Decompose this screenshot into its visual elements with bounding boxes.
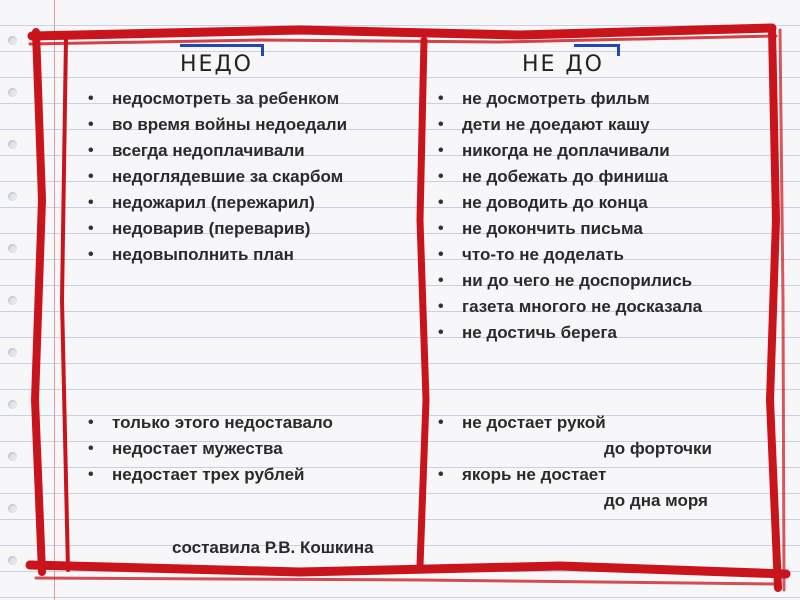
punch-hole xyxy=(8,348,17,357)
punch-hole xyxy=(8,504,17,513)
list-item-continuation: до форточки xyxy=(604,439,712,458)
punch-holes xyxy=(8,0,20,600)
list-item: • газета многого не досказала xyxy=(436,294,702,320)
list-item: • ни до чего не доспорились xyxy=(436,268,702,294)
prefix-mark-right xyxy=(574,44,620,47)
punch-hole xyxy=(8,244,17,253)
heading-ne-do: НЕ ДО xyxy=(522,52,604,77)
list-item: • недостает трех рублей xyxy=(86,462,333,488)
punch-hole xyxy=(8,88,17,97)
list-ne-do-bottom xyxy=(436,410,712,514)
heading-nedo: НЕДО xyxy=(180,52,253,77)
punch-hole xyxy=(8,452,17,461)
punch-hole xyxy=(8,192,17,201)
author-credit: составила Р.В. Кошкина xyxy=(172,538,374,557)
list-item: • якорь не достает xyxy=(436,462,712,488)
list-item-continuation: до дна моря xyxy=(604,491,708,510)
list-ne-do-top xyxy=(436,86,702,346)
prefix-mark-right-tick xyxy=(617,44,620,56)
list-item: • не достает рукой xyxy=(436,410,712,436)
list-item: • дети не доедают кашу xyxy=(436,112,702,138)
punch-hole xyxy=(8,400,17,409)
list-item: • во время войны недоедали xyxy=(86,112,347,138)
list-item: • не доводить до конца xyxy=(436,190,702,216)
list-item: • недоварив (переварив) xyxy=(86,216,347,242)
list-item: • недосмотреть за ребенком xyxy=(86,86,347,112)
list-item: • недовыполнить план xyxy=(86,242,347,268)
prefix-mark-left-tick xyxy=(261,44,264,56)
prefix-mark-left xyxy=(180,44,264,47)
list-item: • не докончить письма xyxy=(436,216,702,242)
list-nedo-top xyxy=(86,86,347,268)
list-item: • что-то не доделать xyxy=(436,242,702,268)
punch-hole xyxy=(8,140,17,149)
list-item: • недожарил (пережарил) xyxy=(86,190,347,216)
list-item: • не добежать до финиша xyxy=(436,164,702,190)
punch-hole xyxy=(8,36,17,45)
list-item: • не достичь берега xyxy=(436,320,702,346)
list-nedo-bottom xyxy=(86,410,333,488)
list-item: • только этого недоставало xyxy=(86,410,333,436)
punch-hole xyxy=(8,296,17,305)
list-item: • недостает мужества xyxy=(86,436,333,462)
list-item: • не досмотреть фильм xyxy=(436,86,702,112)
punch-hole xyxy=(8,556,17,565)
list-item: • недоглядевшие за скарбом xyxy=(86,164,347,190)
list-item: • всегда недоплачивали xyxy=(86,138,347,164)
list-item: • никогда не доплачивали xyxy=(436,138,702,164)
